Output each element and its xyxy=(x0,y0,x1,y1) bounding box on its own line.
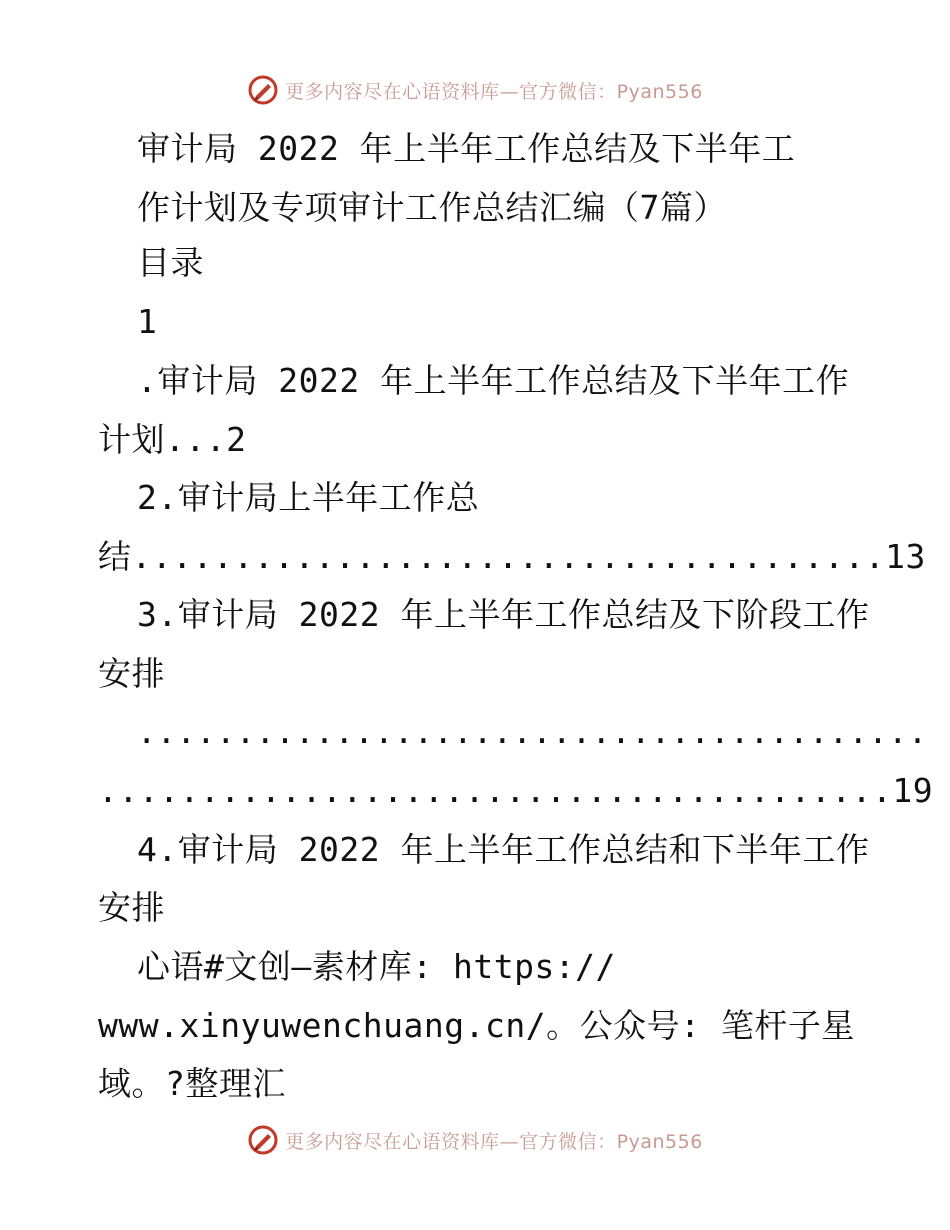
toc-heading: 目录 xyxy=(137,243,204,282)
source-line: 心语#文创—素材库: https:// xyxy=(137,947,616,986)
pen-logo-icon xyxy=(247,74,279,106)
toc-line: 1 xyxy=(137,302,158,341)
source-line: www.xinyuwenchuang.cn/。公众号: 笔杆子星 xyxy=(98,1006,855,1045)
wechat-id: Pyan556 xyxy=(616,1130,703,1153)
source-line: 域。?整理汇 xyxy=(98,1064,286,1103)
doc-title-line-1: 审计局 2022 年上半年工作总结及下半年工 xyxy=(137,129,796,168)
toc-line: 安排 xyxy=(98,654,165,693)
doc-title-line-2: 作计划及专项审计工作总结汇编（7篇） xyxy=(137,188,727,227)
banner-text: 更多内容尽在心语资料库—官方微信：Pyan556 xyxy=(285,80,703,103)
toc-line: 4.审计局 2022 年上半年工作总结和下半年工作 xyxy=(137,830,870,869)
toc-line: 安排 xyxy=(98,888,165,927)
toc-line: 结.....................................13 xyxy=(98,537,926,576)
header-banner xyxy=(0,70,950,110)
toc-line: 3.审计局 2022 年上半年工作总结及下阶段工作 xyxy=(137,595,870,634)
toc-line: .审计局 2022 年上半年工作总结及下半年工作 xyxy=(137,361,850,400)
toc-line: .......................................19 xyxy=(98,771,934,810)
pen-logo-icon xyxy=(247,1124,279,1156)
toc-line: 2.审计局上半年工作总 xyxy=(137,478,480,517)
footer-banner xyxy=(0,1120,950,1160)
toc-line: 计划...2 xyxy=(98,420,247,459)
banner-text: 更多内容尽在心语资料库—官方微信：Pyan556 xyxy=(285,1130,703,1153)
wechat-id: Pyan556 xyxy=(616,80,703,103)
toc-line: ........................................ xyxy=(137,713,928,751)
